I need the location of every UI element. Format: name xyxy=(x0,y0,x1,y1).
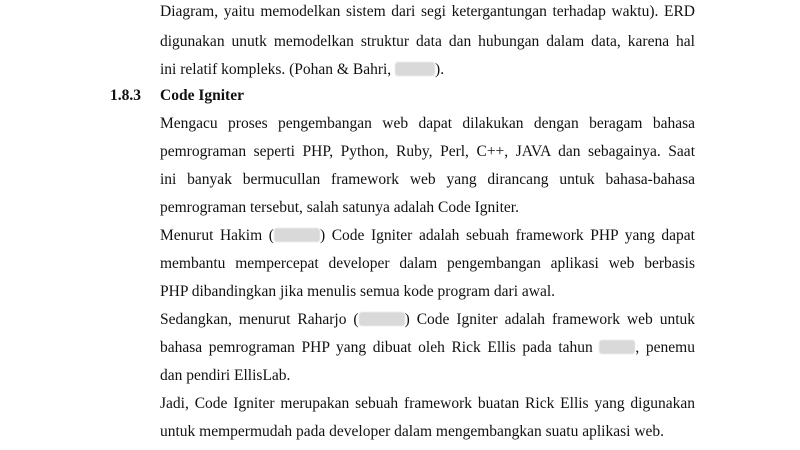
top-paragraph-line-3: ini relatif kompleks. (Pohan & Bahri, ). xyxy=(160,61,445,78)
paragraph-1-line-3: ini banyak bermucullan framework web yang dirancang untuk bahasa-bahasa xyxy=(160,171,695,188)
paragraph-3-line-2: bahasa pemrograman PHP yang dibuat oleh Rick Ellis pada tahun , penemu xyxy=(160,339,695,356)
paragraph-2-line-2: membantu mempercepat developer dalam pengembangan aplikasi web berbasis xyxy=(160,255,695,272)
paragraph-3-line-3: dan pendiri EllisLab. xyxy=(160,367,291,384)
paragraph-3-line-1: Sedangkan, menurut Raharjo ( ) Code Igniter adalah framework web untuk xyxy=(160,311,696,328)
redacted-year xyxy=(359,312,405,326)
paragraph-1-line-1: Mengacu proses pengembangan web dapat dilakukan dengan beragam bahasa xyxy=(160,115,695,132)
top-paragraph-line-2: digunakan unutk memodelkan struktur data dan hubungan dalam data, karena hal xyxy=(160,33,695,50)
section-title: Code Igniter xyxy=(160,87,244,104)
section-number: 1.8.3 xyxy=(110,87,141,104)
redacted-year xyxy=(395,62,435,76)
paragraph-1-line-2: pemrograman seperti PHP, Python, Ruby, Perl, C++, JAVA dan sebagainya. Saat xyxy=(160,143,695,160)
top-paragraph-line-1: Diagram, yaitu memodelkan sistem dari segi ketergantungan terhadap waktu). ERD xyxy=(160,3,695,20)
paragraph-1-line-4: pemrograman tersebut, salah satunya adalah Code Igniter. xyxy=(160,199,519,216)
paragraph-4-line-2: untuk mempermudah pada developer dalam mengembangkan suatu aplikasi web. xyxy=(160,423,665,440)
paragraph-2-line-1: Menurut Hakim ( ) Code Igniter adalah sebuah framework PHP yang dapat xyxy=(160,227,695,244)
paragraph-2-line-3: PHP dibandingkan jika menulis semua kode program dari awal. xyxy=(160,283,556,300)
redacted-year xyxy=(599,340,635,354)
redacted-year xyxy=(274,228,320,242)
paragraph-4-line-1: Jadi, Code Igniter merupakan sebuah framework buatan Rick Ellis yang digunakan xyxy=(160,395,695,412)
